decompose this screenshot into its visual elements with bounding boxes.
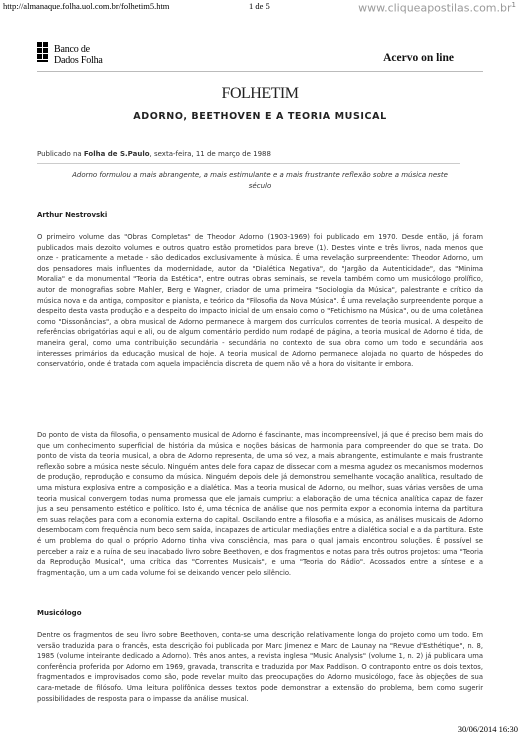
print-url: http://almanaque.folha.uol.com.br/folhetim5.htm [3, 1, 170, 11]
section-heading: Musicólogo [37, 609, 82, 617]
article-lead: Adorno formulou a mais abrangente, a mais estimulante e a mais frustrante reflexão sobre a música neste século [72, 171, 448, 190]
pub-newspaper: Folha de S.Paulo [83, 150, 150, 158]
article-title: ADORNO, BEETHOVEN E A TEORIA MUSICAL [133, 111, 387, 122]
watermark-superscript: 1 [511, 1, 516, 9]
article-author: Arthur Nestrovski [37, 211, 108, 219]
watermark-text: www.cliqueapostilas.com.br [358, 1, 512, 15]
pub-date: , sexta-feira, 11 de março de 1988 [149, 150, 271, 158]
pub-prefix: Publicado na [37, 150, 84, 158]
paragraph-1: O primeiro volume das "Obras Completas" de Theodor Adorno (1903-1969) foi publicado em 1970. Desde então, já foram publicados mais dezoito volumes e outros quatro estão prometidos para breve (1). Destes vinte e três livros, nada menos que onze - praticamente a metade - são dedicados exclusivamente à música. É uma revelação surpreendente: Theodor Adorno, um dos pensadores mais influentes da modernidade, autor da "Dialética Negativa", do "Jargão da Autenticidade", das "Minima Moralia" e da monumental "Teoria da Estética", entre outras obras seminais, se revela também como um musicólogo prolífico, autor de monografias sobre Mahler, Berg e Wagner, criador de uma primeira "Sociologia da Música", palestrante e crítico da música nova e da antiga, compositor e pianista, e teórico da "Filosofia da Nova Música". É uma revelação surpreendente porque a despeito desta vasta produção e a despeito do impacto inicial de um ensaio como o "Fetichismo na Música", ou de uma coletânea como "Dissonâncias", a obra musical de Adorno permanece à margem dos currículos correntes de teoria musical. A despeito de referências obrigatórias aqui e ali, ou de algum comentário perdido num rodapé de página, a teoria musical de Adorno é tida, de maneira geral, como uma contribuição secundária - secundária no contexto de sua obra como um todo e secundária aos interesses primários da educação musical de hoje. A teoria musical de Adorno permanece alojada no quarto de hóspedes do conservatório, onde é tratada com aquela impaciência discreta de quem não vê a hora do visitante ir embora. [37, 233, 483, 369]
lead-divider [37, 163, 460, 164]
brand-name [54, 44, 103, 66]
acervo-online-link[interactable]: Acervo on line [383, 52, 454, 64]
print-page-number: 1 de 5 [249, 1, 270, 11]
paragraph-2: Do ponto de vista da filosofia, o pensamento musical de Adorno é fascinante, mas incompreensível, já que é preciso bem mais do que um conhecimento superficial de história da música e noções básicas de harmonia para compreender do que se trata. Do ponto de vista da teoria musical, a obra de Adorno representa, de uma só vez, a mais abrangente, estimulante e mais frustrante reflexão sobre a música neste século. Ninguém antes dele fora capaz de dissecar com a mesma agudez os mecanismos modernos de produção, reprodução e consumo da música. Ninguém depois dele já demonstrou semelhante vocação analítica, resultado de uma mistura explosiva entre a composição e a dialética. Mas a teoria musical de Adorno, ou melhor, suas várias versões de uma teoria musical convergem todas numa promessa que ele jamais cumpriu: a elaboração de uma técnica analítica capaz de fazer jus a seu pensamento estético e político. Isto é, uma técnica de análise que nos permita expor a economia interna da partitura em suas relações para com a economia externa do capital. Oscilando entre a filosofia e a música, as análises musicais de Adorno desembocam com frequência num beco sem saída, incapazes de articular mediações entre a dialética social e a da partitura. Este é um problema do qual o próprio Adorno tinha viva consciência, mas para o qual jamais encontrou soluções. É possível se perceber a raiz e a ruína de seu inacabado livro sobre Beethoven, e dos fragmentos e notas para três outros projetos: uma "Teoria da Reprodução Musical", uma crítica das "Correntes Musicais", e uma "Teoria do Rádio". Acossados entre a síntese e a fragmentação, um a um cada volume foi se deixando vencer pelo silêncio. [37, 431, 483, 577]
paragraph-3: Dentre os fragmentos de seu livro sobre Beethoven, conta-se uma descrição relativamente longa do projeto como um todo. Em versão traduzida para o francês, esta descrição foi publicada por Marc Jimenez e Marc de Launay na "Revue d'Esthétique", n. 8, 1985 (volume inteirante dedicado a Adorno). Três anos antes, a revista inglesa "Music Analysis" (volume 1, n. 2) já publicara uma conferência proferida por Adorno em 1969, gravada, transcrita e traduzida por Max Paddison. O contraponto entre os dois textos, fragmentados e improvisados como são, pode revelar muito das preocupações do Adorno musicólogo, face às objeções de sua cara-metade de filósofo. Uma leitura polifônica desses textos pode demonstrar a extensão do problema, bem como sugerir possibilidades de resposta para o impasse da análise musical. [37, 631, 483, 703]
masthead-folhetim: FOLHETIM [221, 85, 299, 102]
watermark [358, 1, 516, 15]
publication-line [37, 150, 271, 158]
header-divider [37, 71, 483, 72]
brand-line-2: Dados Folha [54, 55, 103, 66]
banco-de-dados-logo-icon [37, 42, 52, 68]
brand-line-1: Banco de [54, 44, 90, 55]
print-timestamp: 30/06/2014 16:30 [457, 724, 518, 734]
